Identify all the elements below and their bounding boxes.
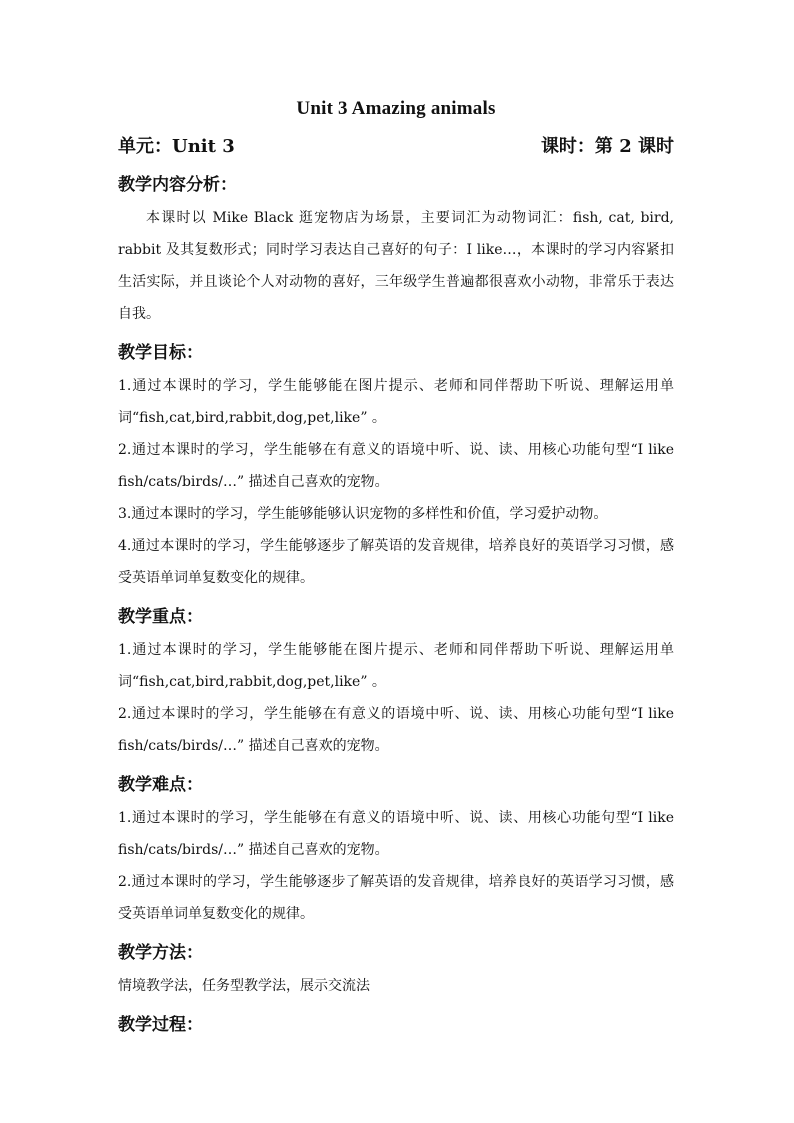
section-heading: 教学内容分析：	[118, 175, 237, 195]
meta-row	[118, 128, 674, 166]
document-page	[118, 92, 674, 1042]
list-item: 3.通过本课时的学习，学生能够能够认识宠物的多样性和价值，学习爱护动物。	[118, 506, 608, 522]
list-item: 2.通过本课时的学习，学生能够逐步了解英语的发音规律，培养良好的英语学习习惯，感受英语单词单复数变化的规律。	[118, 874, 674, 922]
section-objectives	[118, 336, 674, 594]
list-item: 1.通过本课时的学习，学生能够在有意义的语境中听、说、读、用核心功能句型“I like fish/cats/birds/…” 描述自己喜欢的宠物。	[118, 810, 674, 858]
section-key-points	[118, 600, 674, 762]
unit-label: 单元：Unit 3	[118, 136, 235, 157]
section-heading: 教学重点：	[118, 607, 203, 627]
content-analysis-paragraph: 本课时以 Mike Black 逛宠物店为场景，主要词汇为动物词汇：fish, cat, bird, rabbit 及其复数形式；同时学习表达自己喜好的句子：I like…，本课时的学习内容紧扣生活实际，并且谈论个人对动物的喜好，三年级学生普遍都很喜欢小动物，非常乐于表达自我。	[118, 210, 674, 322]
list-item: 4.通过本课时的学习，学生能够逐步了解英语的发音规律，培养良好的英语学习习惯，感受英语单词单复数变化的规律。	[118, 538, 674, 586]
section-process	[118, 1008, 674, 1042]
section-difficulties	[118, 768, 674, 930]
section-heading: 教学难点：	[118, 775, 203, 795]
list-item: 1.通过本课时的学习，学生能够能在图片提示、老师和同伴帮助下听说、理解运用单词“fish,cat,bird,rabbit,dog,pet,like” 。	[118, 378, 674, 426]
document-title: Unit 3 Amazing animals	[296, 98, 496, 119]
section-heading: 教学目标：	[118, 343, 203, 363]
lesson-label: 课时：第 2 课时	[540, 136, 674, 157]
section-heading: 教学过程：	[118, 1015, 203, 1035]
list-item: 1.通过本课时的学习，学生能够能在图片提示、老师和同伴帮助下听说、理解运用单词“fish,cat,bird,rabbit,dog,pet,like” 。	[118, 642, 674, 690]
section-content-analysis	[118, 168, 674, 330]
list-item: 2.通过本课时的学习，学生能够在有意义的语境中听、说、读、用核心功能句型“I like fish/cats/birds/…” 描述自己喜欢的宠物。	[118, 706, 674, 754]
methods-paragraph: 情境教学法，任务型教学法，展示交流法	[118, 978, 370, 994]
section-heading: 教学方法：	[118, 943, 203, 963]
section-methods	[118, 936, 674, 1002]
list-item: 2.通过本课时的学习，学生能够在有意义的语境中听、说、读、用核心功能句型“I like fish/cats/birds/…” 描述自己喜欢的宠物。	[118, 442, 674, 490]
